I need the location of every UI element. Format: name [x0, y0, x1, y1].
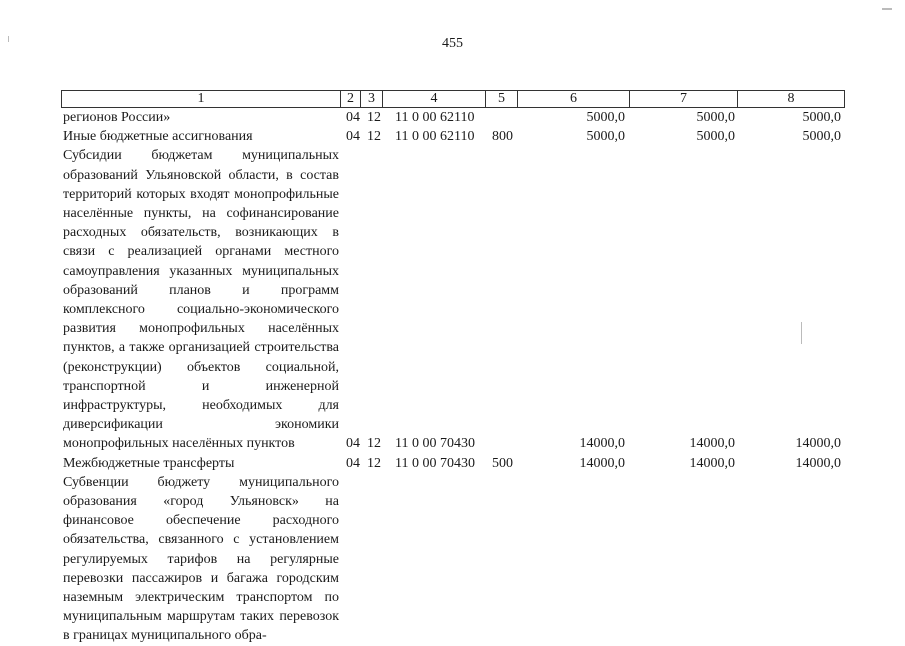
row-amount-col8: 14000,0: [795, 455, 841, 471]
row-amount-col7: 14000,0: [689, 436, 735, 452]
row-subsection: 12: [367, 110, 381, 125]
row-name: Межбюджетные трансферты: [63, 455, 235, 471]
table-row: [0, 108, 905, 127]
row-amount-col8: 5000,0: [802, 129, 841, 145]
row-amount-col6: 5000,0: [586, 129, 625, 145]
row-expense-type: 800: [492, 129, 513, 145]
table-row: [0, 127, 905, 146]
column-header-row: [62, 91, 845, 108]
table-row: [0, 146, 905, 453]
row-amount-col6: 14000,0: [579, 455, 625, 471]
row-name: регионов России»: [63, 110, 171, 125]
column-header-6: 6: [518, 91, 630, 108]
row-expense-type: 500: [492, 455, 513, 471]
row-section: 04: [346, 436, 360, 452]
row-target-article: 11 0 00 70430: [395, 455, 475, 471]
row-target-article: 11 0 00 62110: [395, 129, 475, 145]
column-header-5: 5: [486, 91, 518, 108]
row-amount-col8: 5000,0: [802, 110, 841, 125]
column-header-8: 8: [738, 91, 845, 108]
row-section: 04: [346, 455, 360, 471]
column-header-2: 2: [341, 91, 361, 108]
column-header-3: 3: [361, 91, 383, 108]
scan-speck: [801, 322, 802, 344]
row-name: Субвенции бюджету муниципального образования «город Ульяновск» на финансовое обеспечение расходного обязательства, связанного с установлением регулируемых тарифов на регулярные перевозки пассажиров и багажа городским наземным электрическим транспортом по муниципальным маршрутам таких перевозок в границах муниципального обра-: [63, 474, 339, 644]
table-row: [0, 454, 905, 473]
scan-speck: [882, 8, 892, 10]
scan-speck: [8, 36, 9, 42]
row-subsection: 12: [367, 129, 381, 145]
column-header-7: 7: [630, 91, 738, 108]
column-header-table: [61, 90, 845, 108]
row-amount-col8: 14000,0: [795, 436, 841, 452]
row-section: 04: [346, 129, 360, 145]
table-row: [0, 473, 905, 646]
row-subsection: 12: [367, 455, 381, 471]
row-amount-col7: 5000,0: [696, 129, 735, 145]
column-header-1: 1: [62, 91, 341, 108]
row-section: 04: [346, 110, 360, 125]
row-name: Иные бюджетные ассигнования: [63, 129, 253, 145]
row-amount-col6: 5000,0: [586, 110, 625, 125]
row-amount-col7: 5000,0: [696, 110, 735, 125]
row-name: Субсидии бюджетам муниципальных образований Ульяновской области, в состав территорий которых входят монопрофильные населённые пункты, на софинансирование расходных обязательств, возникающих в связи с реализацией органами местного самоуправления указанных муниципальных образований планов и программ комплексного социально-экономического развития монопрофильных населённых пунктов, а также организацией строительства (реконструкции) объектов социальной, транспортной и инженерной инфраструктуры, необходимых для диверсификации экономики монопрофильных населённых пунктов: [63, 148, 339, 452]
row-target-article: 11 0 00 62110: [395, 110, 475, 125]
column-header-4: 4: [383, 91, 486, 108]
page-number: 455: [442, 36, 463, 51]
row-target-article: 11 0 00 70430: [395, 436, 475, 452]
budget-rows: [0, 108, 905, 646]
row-subsection: 12: [367, 436, 381, 452]
row-amount-col6: 14000,0: [579, 436, 625, 452]
row-amount-col7: 14000,0: [689, 455, 735, 471]
